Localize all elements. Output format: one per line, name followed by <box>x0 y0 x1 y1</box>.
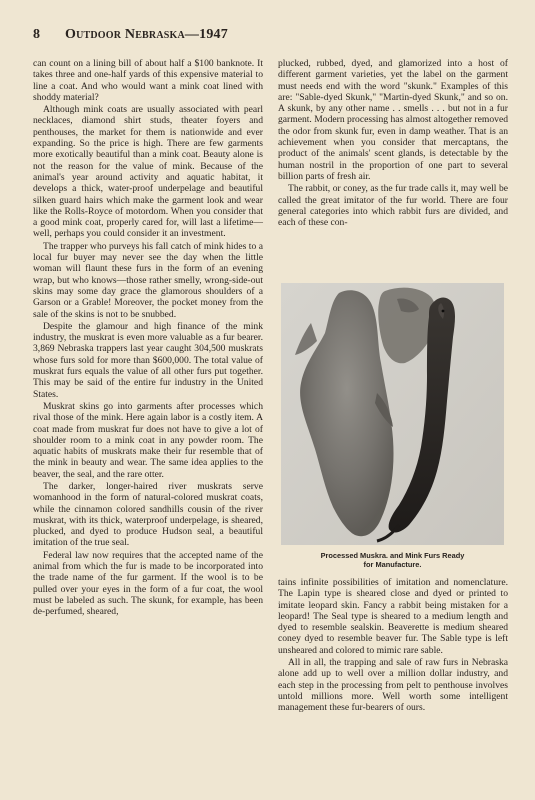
left-column <box>33 58 263 618</box>
fur-photograph <box>281 283 504 545</box>
paragraph: can count on a lining bill of about half a $100 banknote. It takes three and one-half yards of this expensive material to line a coat. And who would want a mink coat lined with shoddy material? <box>33 58 263 103</box>
paragraph: tains infinite possibilities of imitation and nomenclature. The Lapin type is sheared close and dyed or printed to imitate leopard skin. Fancy a rabbit being mistaken for a leopard! The Seal type is sheared to a medium length and dyed to resemble sealskin. Beaverette is medium sheared coney dyed to resemble beaver fur. The Sable type is left unsheared and colored to mimic rare sable. <box>278 577 508 656</box>
paragraph: Muskrat skins go into garments after processes which rival those of the mink. Here again labor is a costly item. A coat made from muskrat fur does not have to give a lot of shoulder room to a mink coat in any powder room. The aquatic habits of muskrats make their fur resemble that of the mink in beauty and wear. The same idea applies to the beaver, the seal, and the rare otter. <box>33 400 263 480</box>
paragraph: Federal law now requires that the accepted name of the animal from which the fur is made to be incorporated into the trade name of the fur garment. If the wool is to be pulled over your eyes in the form of a fur coat, the wool must be labeled as such. The skunk, for example, has been de-perfumed, sheared, <box>33 549 263 618</box>
paragraph: plucked, rubbed, dyed, and glamorized into a host of different garment varieties, yet the label on the garment must needs end with the word "skunk." Examples of this are: "Sable-dyed Skunk," "Martin-dyed Skunk," and so on. A skunk, by any other name . . smells . . . but not in a fur garment. Modern processing has almost altogether removed the odor from skunk fur, even in damp weather. That is an achievement when you consider that mercaptans, the product of the animals' scent glands, is detectable by the human nostril in the proportion of one part to several billion parts of fresh air. <box>278 58 508 182</box>
right-column-bottom <box>278 577 508 714</box>
right-column-top <box>278 58 508 228</box>
paragraph: The trapper who purveys his fall catch of mink hides to a local fur buyer may never see the day when the little woman will flaunt these furs in the form of an evening wrap, but who knows—those rather smelly, wrong-side-out skins may some day grace the glamorous shoulders of a Garson or a Grable! Moreover, the pocket money from the sale of the skins is not to be snubbed. <box>33 240 263 320</box>
furs-photo-image <box>281 283 504 545</box>
paragraph: The darker, longer-haired river muskrats serve womanhood in the form of natural-colored muskrat coats, while the cinnamon colored sandhills cousin of the river muskrat, with its thick, waterproof underpelage, is sheared, plucked, and dyed to produce Hudson seal, a beautiful imitation of the true seal. <box>33 480 263 549</box>
paragraph: All in all, the trapping and sale of raw furs in Nebraska alone add up to well over a million dollar industry, and each step in the processing from pelt to penthouse involves untold millions more. Well worth some intelligent management these fur-bearers of ours. <box>278 657 508 714</box>
page-number: 8 <box>33 27 41 42</box>
paragraph: Despite the glamour and high finance of the mink industry, the muskrat is even more valuable as a fur bearer. 3,869 Nebraska trappers last year caught 304,500 muskrats whose furs sold for more than $600,000. The total value of muskrat furs equals the value of all other furs put together. This may be said of the entire fur industry in the United States. <box>33 320 263 400</box>
caption-line-2: for Manufacture. <box>363 560 422 569</box>
figure-caption <box>281 551 504 569</box>
magazine-title: Outdoor Nebraska—1947 <box>65 27 228 42</box>
caption-line-1: Processed Muskra. and Mink Furs Ready <box>320 551 465 560</box>
paragraph: Although mink coats are usually associated with pearl necklaces, diamond shirt studs, theater foyers and penthouses, the market for them is nationwide and ever expanding. So the price is high. There are few garments more exotically beautiful than a mink coat. Beauty alone is not the reason for the value of mink. Because of the animal's year around activity and aquatic habitat, it develops a thick, water-proof underpelage and beautiful silken guard hairs which make the garment look and wear like the Rolls-Royce of motordom. When you consider that a good mink coat, properly cared for, will last a lifetime—well, perhaps you could consider it an investment. <box>33 104 263 240</box>
paragraph: The rabbit, or coney, as the fur trade calls it, may well be called the great imitator of the fur world. There are four general categories into which rabbit furs are divided, and each of these con- <box>278 183 508 229</box>
page-header <box>33 27 503 47</box>
